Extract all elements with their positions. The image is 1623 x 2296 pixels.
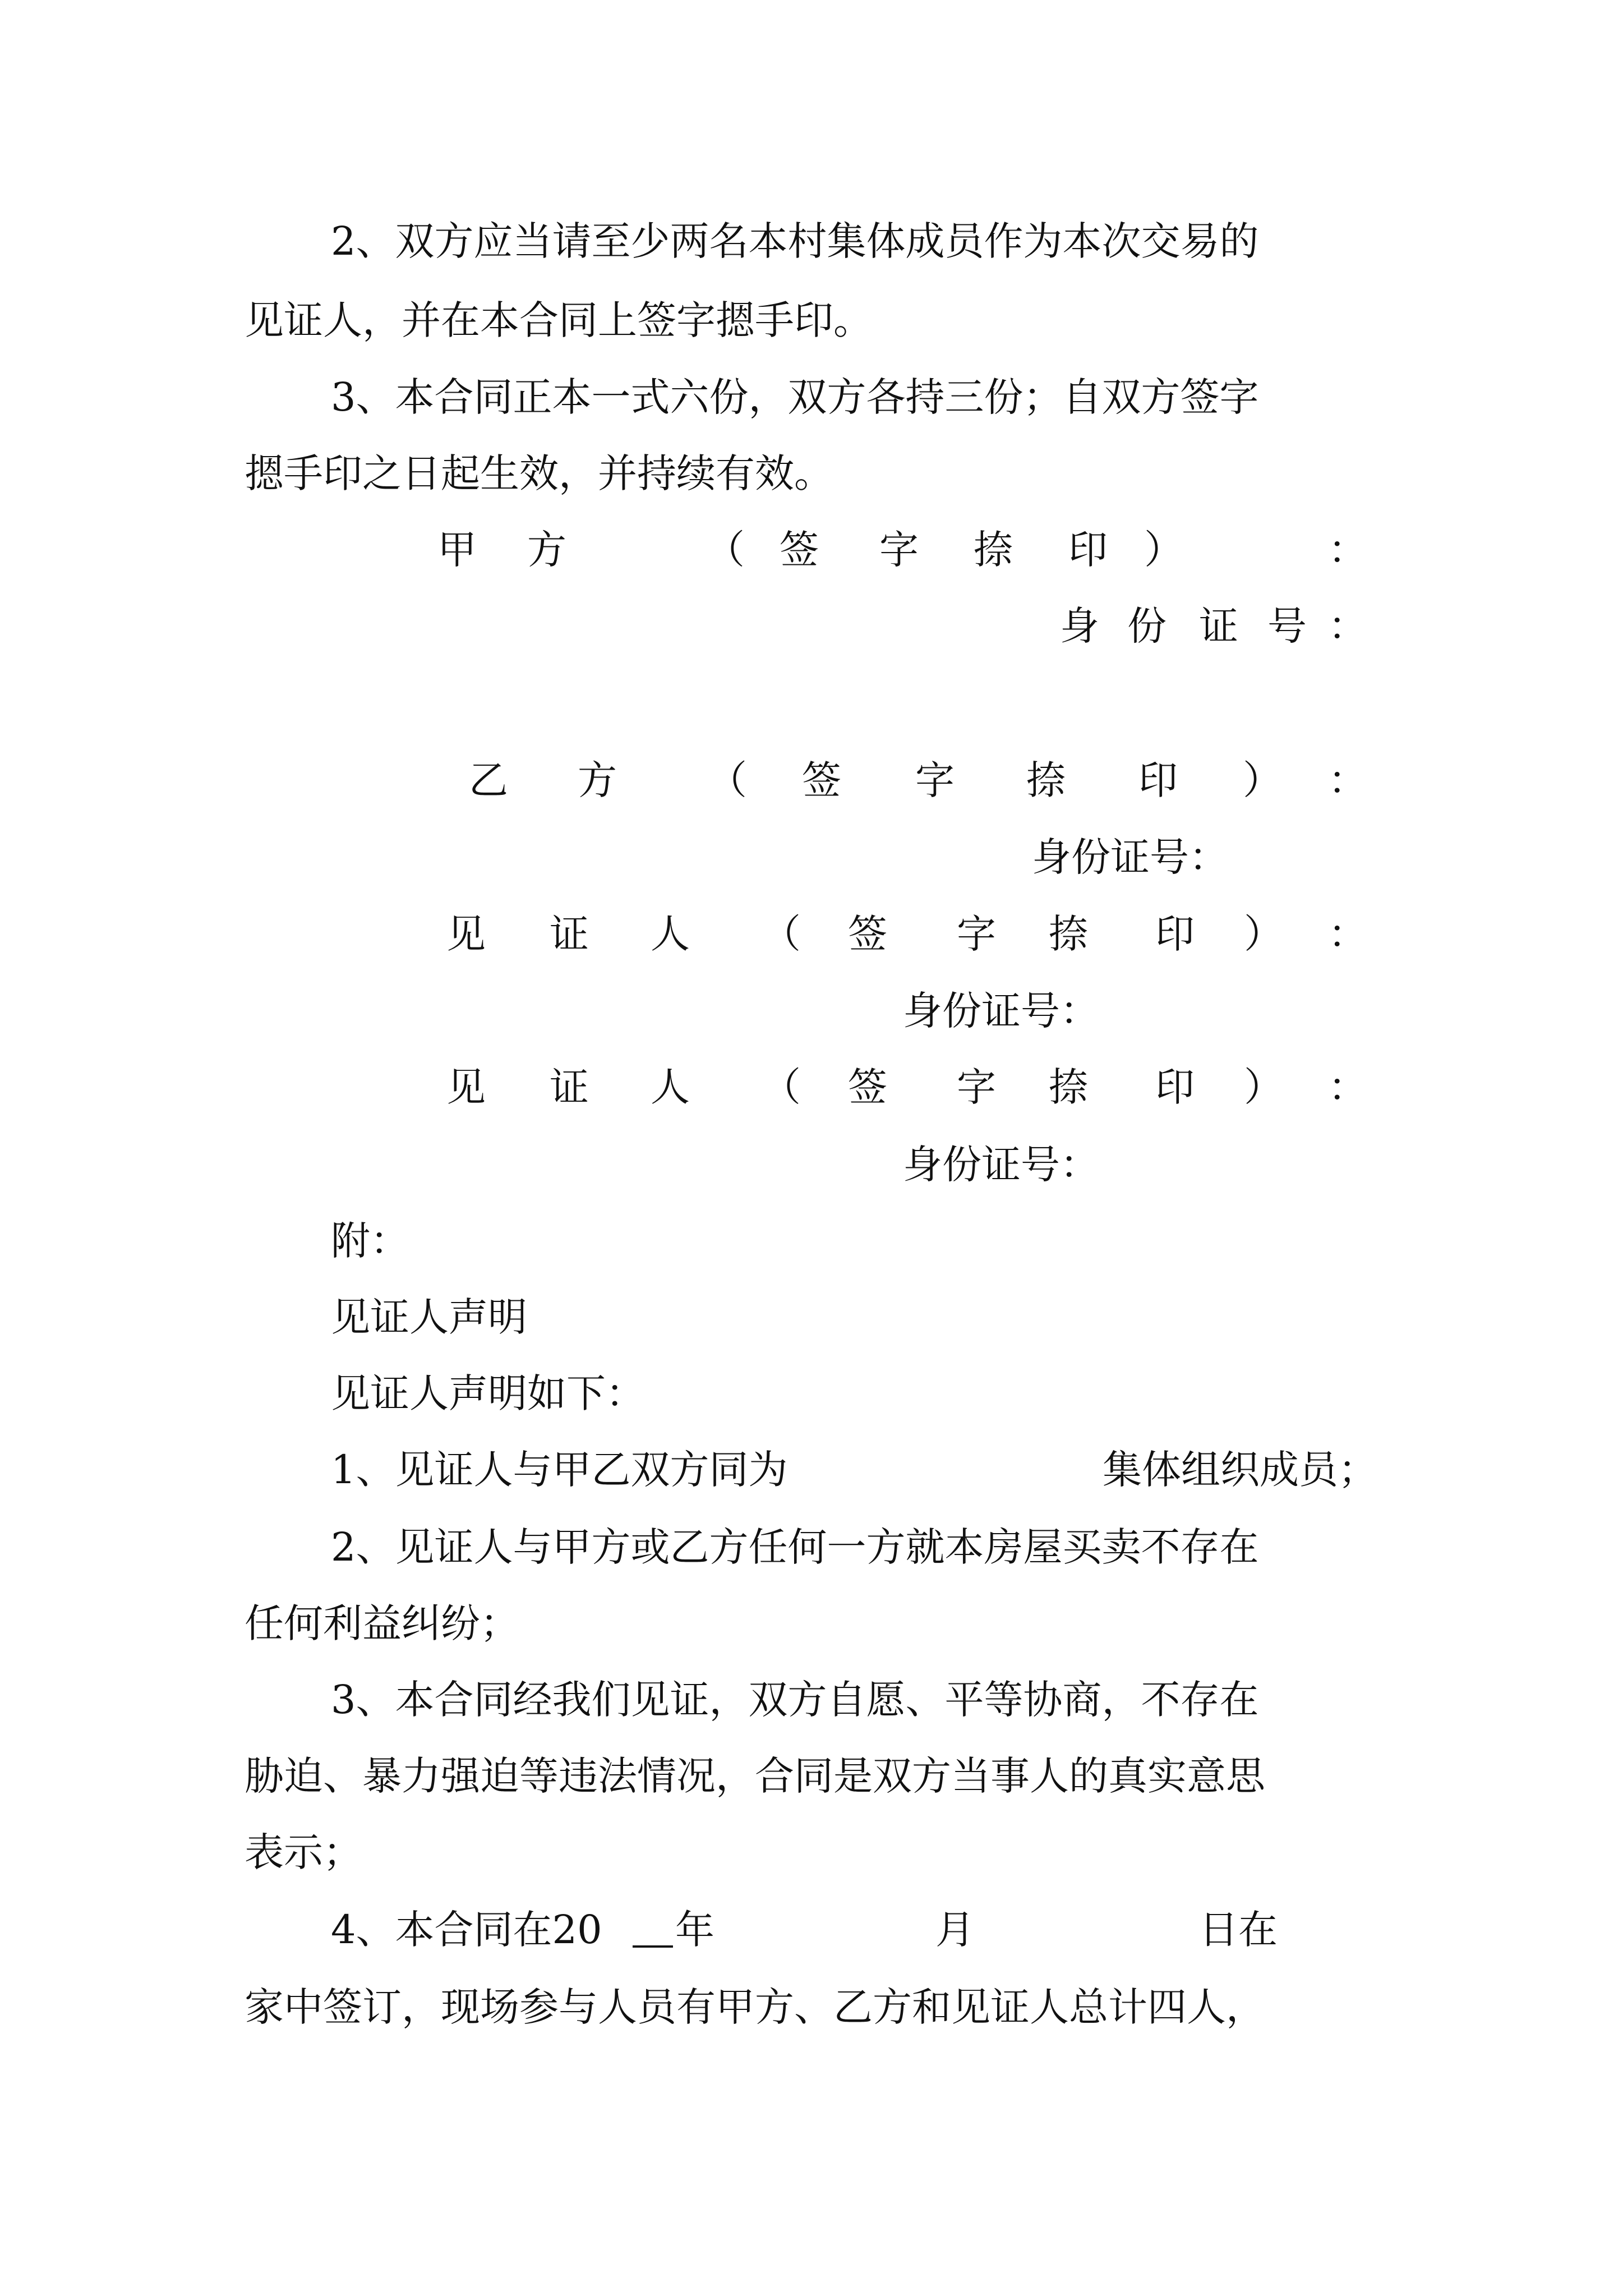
statement-item-4-line-2: 家中签订，现场参与人员有甲方、乙方和见证人总计四人，	[245, 1984, 1265, 2030]
statement-item-2-line-2: 任何利益纠纷；	[245, 1600, 519, 1646]
sig-char: 证	[550, 1064, 589, 1110]
sig-char: 方	[527, 527, 566, 573]
sig-char: 字	[915, 757, 955, 803]
party-b-id-label: 身份证号：	[1032, 834, 1228, 880]
sig-char: 字	[957, 911, 996, 957]
sig-char: 捺	[1049, 911, 1088, 957]
sig-char: （	[708, 757, 747, 803]
witness-2-id-label: 身份证号：	[903, 1142, 1099, 1188]
sig-char: 方	[578, 757, 617, 803]
appendix-label: 附：	[331, 1218, 409, 1264]
sig-char: 见	[446, 1064, 486, 1110]
id-char: 身	[1060, 603, 1099, 649]
year-blank-line	[633, 1945, 673, 1948]
sig-char: 印	[1155, 911, 1195, 957]
statement-item-3-line-2: 胁迫、暴力强迫等违法情况，合同是双方当事人的真实意思	[245, 1753, 1265, 1799]
clause-3-line-1: 3、本合同正本一式六份，双方各持三份；自双方签字	[331, 374, 1259, 420]
sig-char: 签	[848, 911, 887, 957]
party-a-signature-line	[0, 523, 1623, 577]
sig-char: 印	[1138, 757, 1178, 803]
id-char: 号	[1267, 603, 1307, 649]
statement-item-4-part-d: 日在	[1199, 1907, 1278, 1953]
witness-1-id-label: 身份证号：	[903, 988, 1099, 1034]
sig-char: ：	[1328, 757, 1367, 803]
sig-char: （	[762, 911, 801, 957]
sig-char: 印	[1155, 1064, 1195, 1110]
sig-char: 甲	[437, 527, 477, 573]
sig-char: ：	[1328, 1064, 1367, 1110]
sig-char: 印	[1068, 527, 1108, 573]
sig-char: ）	[1244, 1064, 1283, 1110]
sig-char: ）	[1244, 911, 1283, 957]
sig-char: 乙	[469, 757, 508, 803]
sig-char: 捺	[1049, 1064, 1088, 1110]
statement-item-4-part-a: 4、本合同在20	[331, 1907, 602, 1953]
statement-item-3-line-3: 表示；	[245, 1829, 362, 1875]
witness-1-signature-line	[0, 907, 1623, 961]
party-b-signature-line	[0, 753, 1623, 807]
clause-2-line-2: 见证人，并在本合同上签字摁手印。	[245, 297, 873, 343]
statement-item-4-part-c: 月	[935, 1907, 975, 1953]
sig-char: 证	[550, 911, 589, 957]
id-char: 证	[1199, 603, 1238, 649]
statement-item-2-line-1: 2、见证人与甲方或乙方任何一方就本房屋买卖不存在	[331, 1524, 1259, 1570]
statement-item-1-part-b: 集体组织成员；	[1103, 1447, 1377, 1493]
sig-char: 字	[957, 1064, 996, 1110]
clause-2-line-1: 2、双方应当请至少两名本村集体成员作为本次交易的	[331, 218, 1259, 264]
id-char: 份	[1127, 603, 1166, 649]
witness-2-signature-line	[0, 1060, 1623, 1114]
statement-item-3-line-1: 3、本合同经我们见证，双方自愿、平等协商，不存在	[331, 1677, 1259, 1723]
appendix-title: 见证人声明	[331, 1294, 527, 1340]
sig-char: ）	[1243, 757, 1282, 803]
sig-char: （	[706, 527, 745, 573]
appendix-intro: 见证人声明如下：	[331, 1370, 645, 1416]
statement-item-4-part-b: 年	[675, 1907, 714, 1953]
sig-char: 字	[879, 527, 919, 573]
sig-char: ：	[1328, 911, 1367, 957]
sig-char: 签	[780, 527, 819, 573]
sig-char: ：	[1328, 527, 1367, 573]
sig-char: 捺	[1026, 757, 1066, 803]
sig-char: 签	[802, 757, 841, 803]
sig-char: 捺	[974, 527, 1013, 573]
id-char: ：	[1328, 603, 1367, 649]
statement-item-1-part-a: 1、见证人与甲乙双方同为	[331, 1447, 788, 1493]
sig-char: 见	[446, 911, 486, 957]
party-a-id-label	[0, 599, 1623, 653]
sig-char: 人	[651, 1064, 690, 1110]
sig-char: ）	[1144, 527, 1183, 573]
sig-char: 人	[651, 911, 690, 957]
sig-char: 签	[848, 1064, 887, 1110]
sig-char: （	[762, 1064, 801, 1110]
clause-3-line-2: 摁手印之日起生效，并持续有效。	[245, 450, 833, 496]
